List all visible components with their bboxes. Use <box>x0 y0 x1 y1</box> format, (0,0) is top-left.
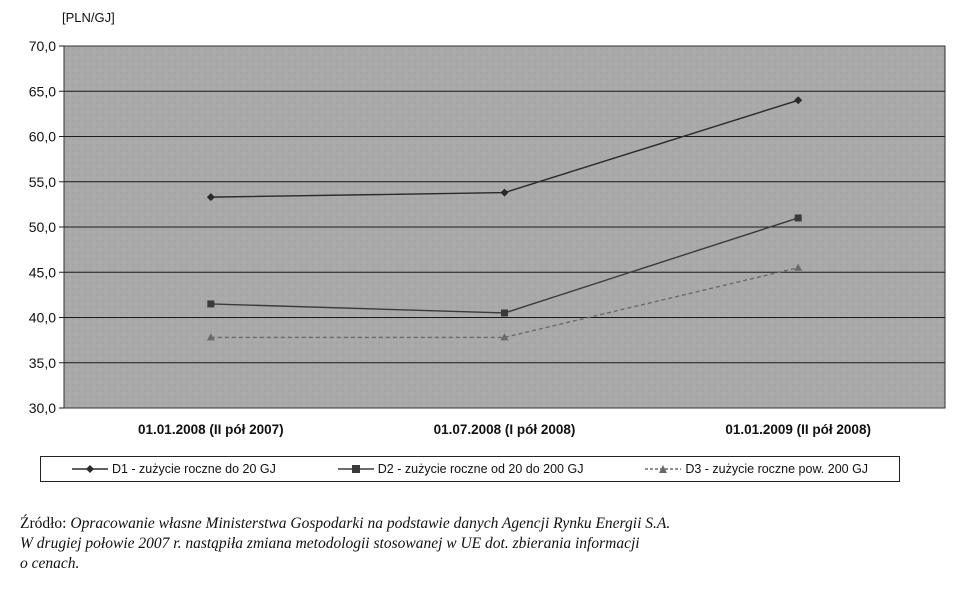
triangle-marker-icon <box>645 464 681 474</box>
y-tick-label: 35,0 <box>28 354 56 371</box>
legend-label-d2: D2 - zużycie roczne od 20 do 200 GJ <box>377 462 584 476</box>
y-tick-label: 45,0 <box>28 264 56 281</box>
legend-item-d3 <box>645 462 868 476</box>
y-tick-label: 55,0 <box>28 173 56 190</box>
diamond-marker-icon <box>72 464 108 474</box>
y-axis-ticks <box>29 38 64 416</box>
source-line <box>20 514 965 534</box>
data-point <box>501 309 508 316</box>
data-point <box>795 214 802 221</box>
source-text: Opracowanie własne Ministerstwa Gospodarki na podstawie danych Agencji Rynku Energii S.A. <box>70 515 671 532</box>
legend-label-d1: D1 - zużycie roczne do 20 GJ <box>111 462 276 476</box>
y-tick-label: 65,0 <box>28 83 56 100</box>
source-note <box>20 514 965 574</box>
x-tick-label: 01.01.2008 (II pół 2007) <box>138 422 284 437</box>
y-axis-unit-label: [PLN/GJ] <box>62 10 115 25</box>
legend-item-d2 <box>338 462 584 476</box>
y-tick-label: 60,0 <box>28 128 56 145</box>
x-tick-label: 01.01.2009 (II pół 2008) <box>725 422 871 437</box>
y-tick-label: 30,0 <box>28 400 56 416</box>
y-tick-label: 70,0 <box>28 38 56 54</box>
source-label: Źródło: <box>20 515 67 532</box>
x-axis-ticks <box>138 422 871 437</box>
methodology-note-line1: W drugiej połowie 2007 r. nastąpiła zmiana metodologii stosowanej w UE dot. zbierania informacji <box>20 535 640 552</box>
legend-item-d1 <box>72 462 276 476</box>
data-point <box>207 300 214 307</box>
legend <box>40 456 900 482</box>
legend-label-d3: D3 - zużycie roczne pow. 200 GJ <box>685 462 869 476</box>
y-tick-label: 50,0 <box>28 219 56 235</box>
square-marker-icon <box>338 464 374 474</box>
methodology-note-line2: o cenach. <box>20 555 80 572</box>
y-tick-label: 40,0 <box>28 309 56 326</box>
x-tick-label: 01.07.2008 (I pół 2008) <box>433 422 576 437</box>
